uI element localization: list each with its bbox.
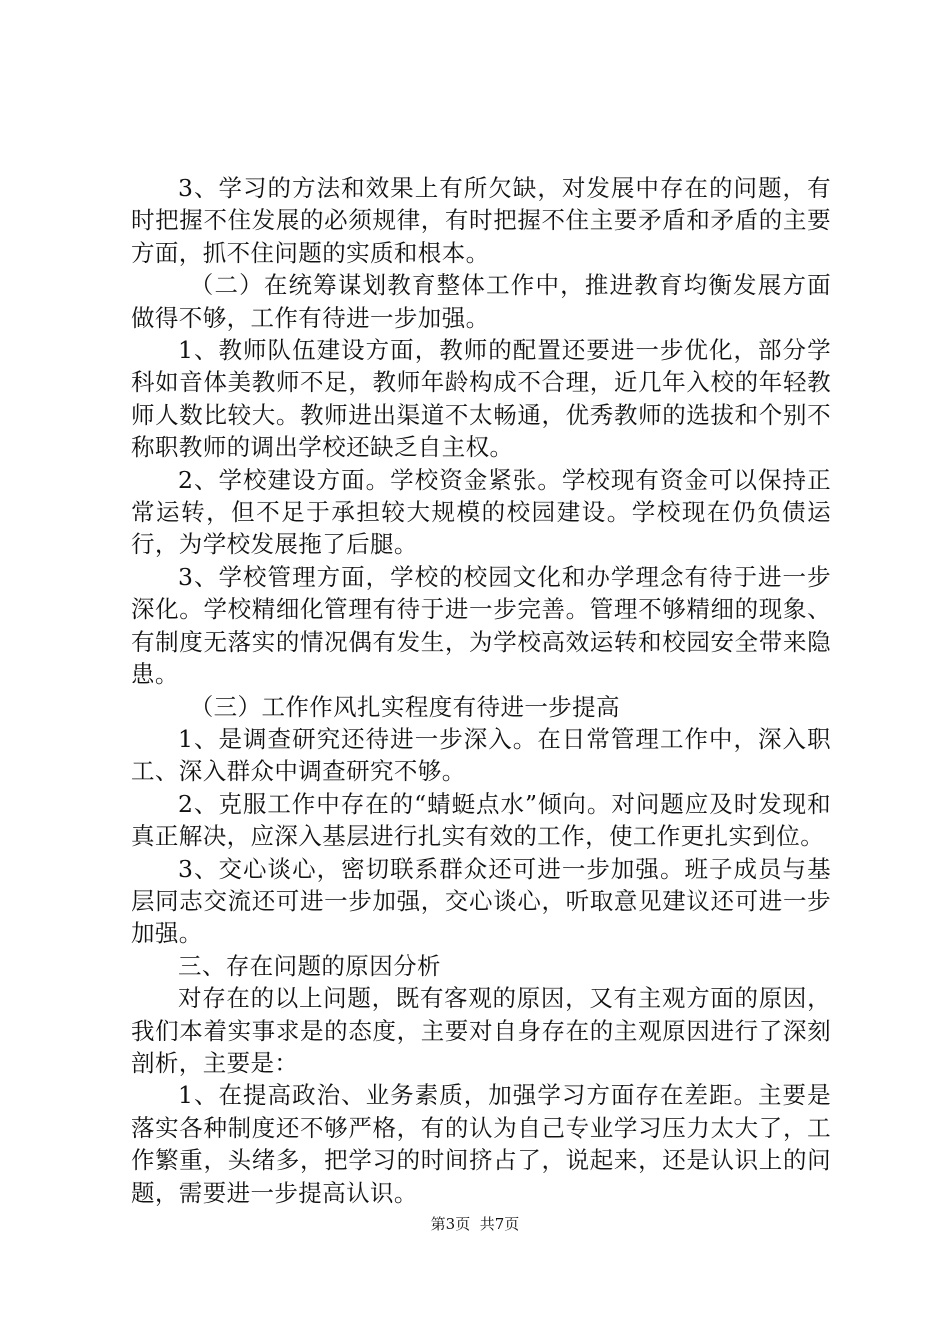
page-total: 共7页	[479, 1215, 520, 1233]
section-heading: （二）在统筹谋划教育整体工作中，推进教育均衡发展方面做得不够，工作有待进一步加强。	[131, 271, 831, 332]
paragraph-item: 2、学校建设方面。学校资金紧张。学校现有资金可以保持正常运转，但不足于承担较大规模的校园建设。学校现在仍负债运行，为学校发展拖了后腿。	[131, 465, 831, 559]
section-heading: （三）工作作风扎实程度有待进一步提高	[189, 692, 620, 721]
paragraph-item: 2、克服工作中存在的“蜻蜓点水”倾向。对问题应及时发现和真正解决，应深入基层进行扎实有效的工作，使工作更扎实到位。	[131, 789, 831, 851]
document-body	[131, 172, 831, 1209]
chapter-heading: 三、存在问题的原因分析	[178, 951, 441, 980]
page-footer	[0, 1214, 950, 1234]
paragraph-item: 3、学习的方法和效果上有所欠缺，对发展中存在的问题，有时把握不住发展的必须规律，有时把握不住主要矛盾和矛盾的主要方面，抓不住问题的实质和根本。	[131, 174, 831, 267]
page-number: 第3页	[430, 1215, 471, 1233]
paragraph-item: 1、是调查研究还待进一步深入。在日常管理工作中，深入职工、深入群众中调查研究不够。	[131, 724, 831, 786]
paragraph-item: 1、教师队伍建设方面，教师的配置还要进一步优化，部分学科如音体美教师不足，教师年龄构成不合理，近几年入校的年轻教师人数比较大。教师进出渠道不太畅通，优秀教师的选拔和个别不称职教师的调出学校还缺乏自主权。	[131, 336, 831, 462]
paragraph-item: 3、学校管理方面，学校的校园文化和办学理念有待于进一步深化。学校精细化管理有待于进一步完善。管理不够精细的现象、有制度无落实的情况偶有发生，为学校高效运转和校园安全带来隐患。	[131, 562, 831, 689]
paragraph-item: 3、交心谈心，密切联系群众还可进一步加强。班子成员与基层同志交流还可进一步加强，交心谈心，听取意见建议还可进一步加强。	[131, 854, 831, 948]
paragraph-item: 1、在提高政治、业务素质，加强学习方面存在差距。主要是落实各种制度还不够严格，有的认为自己专业学习压力太大了，工作繁重，头绪多，把学习的时间挤占了，说起来，还是认识上的问题，需要进一步提高认识。	[131, 1081, 831, 1207]
paragraph-item: 对存在的以上问题，既有客观的原因，又有主观方面的原因，我们本着实事求是的态度，主要对自身存在的主观原因进行了深刻剖析，主要是：	[131, 984, 831, 1077]
